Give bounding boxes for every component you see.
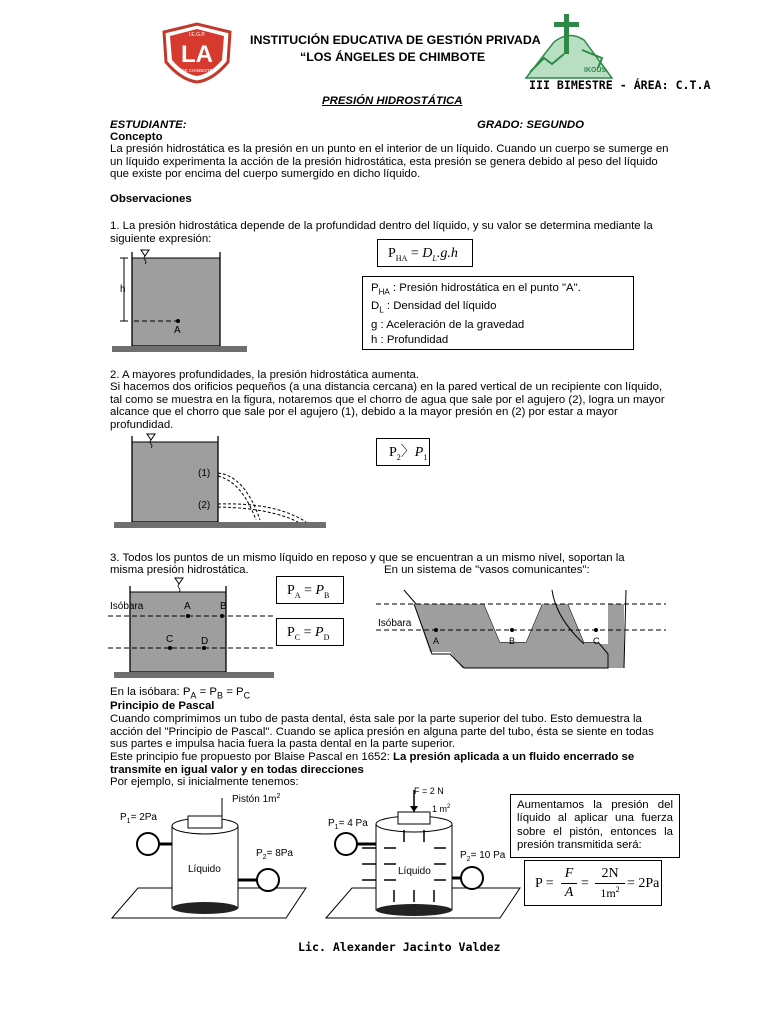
pascal-example: Por ejemplo, si inicialmente tenemos:	[110, 776, 299, 788]
label-hole-1: (1)	[198, 468, 211, 479]
svg-text:A: A	[184, 601, 191, 612]
formula-pa-pb: $P_A = P_B$	[276, 576, 344, 604]
obs1-text: 1. La presión hidrostática depende de la profundidad dentro del líquido, y su valor se determina mediante la siguiente expresión:	[110, 220, 653, 245]
label-area: 1 $m^2$	[432, 804, 451, 814]
label-liquido-2: Líquido	[398, 866, 431, 877]
svg-text:D: D	[201, 636, 209, 647]
label-force: F = 2 N	[414, 786, 444, 796]
label-liquido-1: Líquido	[188, 864, 221, 875]
student-label: ESTUDIANTE:	[110, 119, 187, 131]
label-isobara-right: Isóbara	[378, 618, 412, 629]
concept-text: La presión hidrostática es la presión en un punto en el interior de un líquido. Cuando un cuerpo se sumerge en un líquido experimenta la acción de la presión hidrostática, esta presión se genera debido al peso del líquido que existe por encima del cuerpo sumergido en dicho líquido.	[110, 143, 669, 181]
pascal-heading: Principio de Pascal	[110, 700, 215, 712]
observations-heading: Observaciones	[110, 193, 192, 205]
footer-author: Lic. Alexander Jacinto Valdez	[298, 940, 501, 954]
school-logo	[158, 22, 236, 84]
pascal-text: Cuando comprimimos un tubo de pasta dental, ésta sale por la parte superior del tubo. Esto demuestra la acción del "Principio de Pascal". Cuando se aplica presión en alguna parte del tubo, ésta se siente en todas sus partes e impulsa hacia fuera la pasta dental en la parte superior.	[110, 713, 654, 751]
svg-text:DE CHIMBOTE: DE CHIMBOTE	[181, 68, 213, 73]
svg-text:P1= 2Pa: $P_1= 2Pa$	[120, 812, 157, 825]
concept-heading: Concepto	[110, 131, 163, 143]
label-h: h	[120, 284, 126, 295]
svg-text:B: B	[220, 601, 227, 612]
svg-text:C: C	[593, 636, 600, 646]
svg-text:A: A	[433, 636, 440, 646]
svg-text:B: B	[509, 636, 516, 646]
obs3-line2: misma presión hidrostática.	[110, 564, 249, 576]
page-title: PRESIÓN HIDROSTÁTICA	[322, 95, 463, 107]
mountain-cross-logo	[524, 12, 614, 80]
label-isobara-left: Isóbara	[110, 601, 144, 612]
label-hole-2: (2)	[198, 500, 211, 511]
label-a: A	[174, 325, 181, 336]
svg-text:C: C	[166, 634, 174, 645]
cylinder-initial-diagram	[110, 786, 310, 926]
legend-dl: $D_L$ : Densidad del líquido	[371, 300, 497, 315]
increase-pressure-box: Aumentamos la presión del líquido al aplicar una fuerza sobre el pistón, entonces la presión transmitida será:	[510, 794, 680, 858]
cylinder-force-diagram	[324, 786, 524, 926]
svg-text:P2= 10 Pa: $P_2= 10$ Pa	[460, 850, 506, 863]
legend-g: g : Aceleración de la gravedad	[371, 318, 525, 331]
obs2-text: Si hacemos dos orificios pequeños (a una distancia cercana) en la pared vertical de un recipiente con líquido, tal como se muestra en la figura, notaremos que el chorro de agua que sale por el agujero (2), logra un mayor alcance que el chorro que sale por el agujero (1), debido a la mayor presión en (2) por estar a mayor profundidad.	[110, 381, 665, 431]
formula-p2-gt-p1: $P_2$〉$P_1$	[376, 438, 430, 466]
tank-depth-diagram	[110, 248, 250, 356]
grade-label: GRADO: SEGUNDO	[477, 119, 584, 131]
isobar-tank-diagram	[108, 576, 278, 684]
svg-text:P1= 4 Pa: $P_1= 4$ Pa	[328, 818, 368, 831]
formula-pc-pd: $P_C = P_D$	[276, 618, 344, 646]
obs3-vasos: En un sistema de "vasos comunicantes":	[384, 564, 590, 576]
svg-text:I.E.G.P.: I.E.G.P.	[188, 32, 206, 38]
legend-pha: $P_{HA}$ : Presión hidrostática en el punto "A".	[371, 282, 581, 297]
formula-pha: $P_{HA} = D_L.g.h$	[377, 239, 473, 267]
svg-text:IKOUS: IKOUS	[584, 67, 607, 74]
formula-final-pressure: P = F A = 2N $1m^2$ = 2Pa	[524, 860, 662, 906]
pascal-history: Este principio fue propuesto por Blaise Pascal en 1652: La presión aplicada a un fluido encerrado se transmite en igual valor y en todas direcciones	[110, 751, 635, 776]
school-name: INSTITUCIÓN EDUCATIVA DE GESTIÓN PRIVADA	[250, 33, 541, 47]
communicating-vessels-diagram	[376, 588, 666, 684]
svg-text:LA: LA	[181, 41, 213, 68]
obs3-line1: 3. Todos los puntos de un mismo líquido en reposo y que se encuentran a un mismo nivel, soportan la	[110, 552, 625, 564]
school-subname: “LOS ÁNGELES DE CHIMBOTE	[300, 50, 486, 64]
legend-h: h : Profundidad	[371, 333, 449, 346]
svg-text:P2= 8Pa: $P_2= 8Pa$	[256, 848, 293, 861]
tank-jets-diagram	[110, 430, 330, 532]
obs2-line1: 2. A mayores profundidades, la presión hidrostática aumenta.	[110, 369, 419, 381]
legend-box	[362, 276, 634, 350]
term-area: III BIMESTRE - ÁREA: C.T.A	[529, 78, 711, 92]
isobar-equation: En la isóbara: $P_A = P_B = P_C$	[110, 686, 251, 701]
label-piston: Pistón $1m^2$	[232, 793, 281, 805]
